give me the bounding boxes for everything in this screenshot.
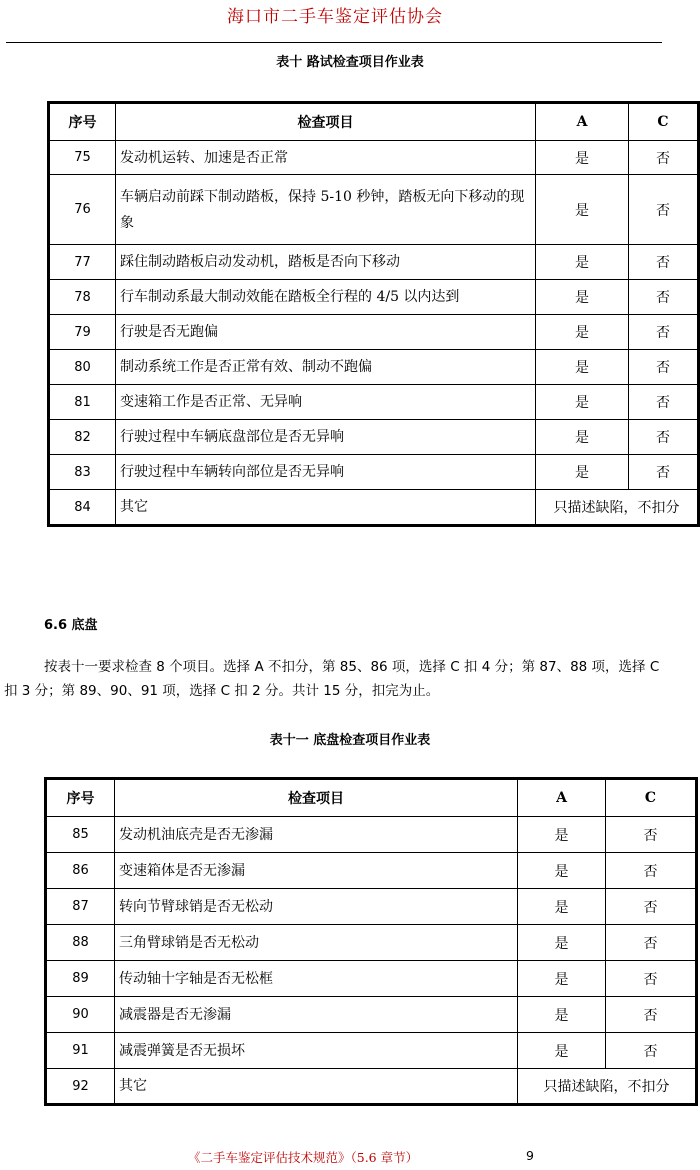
row-item: 变速箱体是否无渗漏 [115,853,518,889]
footer-doc-title: 《二手车鉴定评估技术规范》（5.6 章节） [188,1150,419,1165]
row-c: 否 [606,961,697,997]
row-no: 79 [49,315,116,350]
table-row [49,420,699,455]
row-a: 是 [536,315,629,350]
section-paragraph: 按表十一要求检查 8 个项目。选择 A 不扣分，第 85、86 项，选择 C 扣 4 分；第 87、88 项，选择 C 扣 3 分；第 89、90、91 项，选择 C 扣 2 分。共计 15 分，扣完为止。 [4,659,660,699]
row-a: 是 [518,961,606,997]
row-item: 变速箱工作是否正常、无异响 [116,385,536,420]
table-row [49,350,699,385]
table-row [49,175,699,245]
col-header-no: 序号 [46,779,115,817]
row-item: 行驶过程中车辆转向部位是否无异响 [116,455,536,490]
row-no: 82 [49,420,116,455]
row-c: 否 [629,420,699,455]
row-no: 90 [46,997,115,1033]
row-no: 91 [46,1033,115,1069]
row-a: 是 [536,420,629,455]
section-title: 6.6 底盘 [44,618,98,633]
row-no: 80 [49,350,116,385]
col-header-no: 序号 [49,103,116,141]
table11-caption: 表十一 底盘检查项目作业表 [269,733,431,748]
row-a: 是 [536,245,629,280]
row-no: 85 [46,817,115,853]
col-header-a: A [518,779,606,817]
table-row [46,1033,697,1069]
row-item: 行车制动系最大制动效能在踏板全行程的 4/5 以内达到 [116,280,536,315]
table-row [49,455,699,490]
row-c: 否 [606,925,697,961]
col-header-c: C [629,103,699,141]
header-divider [6,42,662,43]
row-item: 发动机油底壳是否无渗漏 [115,817,518,853]
row-c: 否 [606,997,697,1033]
row-item: 其它 [116,490,536,526]
row-item: 减震弹簧是否无损坏 [115,1033,518,1069]
row-c: 否 [606,853,697,889]
row-c: 否 [606,1033,697,1069]
row-c: 否 [629,385,699,420]
row-item: 行驶过程中车辆底盘部位是否无异响 [116,420,536,455]
row-a: 是 [536,350,629,385]
row-item: 三角臂球销是否无松动 [115,925,518,961]
row-item: 减震器是否无渗漏 [115,997,518,1033]
table-row [49,141,699,175]
row-no: 92 [46,1069,115,1105]
col-header-item: 检查项目 [116,103,536,141]
table10-caption: 表十 路试检查项目作业表 [276,55,424,70]
row-c: 否 [606,889,697,925]
row-a: 是 [536,385,629,420]
row-no: 81 [49,385,116,420]
table-row [49,315,699,350]
row-no: 75 [49,141,116,175]
row-a: 是 [536,175,629,245]
row-item: 车辆启动前踩下制动踏板，保持 5-10 秒钟，踏板无向下移动的现象 [116,175,536,245]
row-a: 是 [518,997,606,1033]
table-row [46,925,697,961]
row-item: 踩住制动踏板启动发动机，踏板是否向下移动 [116,245,536,280]
row-c: 否 [629,455,699,490]
table-row [46,997,697,1033]
row-a: 是 [536,280,629,315]
row-c: 否 [629,280,699,315]
road-test-table [47,101,700,527]
row-item: 行驶是否无跑偏 [116,315,536,350]
row-no: 76 [49,175,116,245]
page-number: 9 [526,1148,534,1163]
table-row-other [49,490,699,526]
table-row [49,385,699,420]
col-header-a: A [536,103,629,141]
row-no: 77 [49,245,116,280]
row-c: 否 [629,175,699,245]
row-no: 88 [46,925,115,961]
table-row [49,280,699,315]
row-no: 87 [46,889,115,925]
row-c: 否 [629,350,699,385]
row-a: 是 [518,925,606,961]
row-no: 84 [49,490,116,526]
col-header-item: 检查项目 [115,779,518,817]
table-row [46,853,697,889]
association-header: 海口市二手车鉴定评估协会 [227,7,443,27]
row-a: 是 [518,853,606,889]
table-header-row [49,103,699,141]
table-row-other [46,1069,697,1105]
row-no: 78 [49,280,116,315]
row-item: 制动系统工作是否正常有效、制动不跑偏 [116,350,536,385]
table-header-row [46,779,697,817]
row-note: 只描述缺陷，不扣分 [536,490,699,526]
row-no: 86 [46,853,115,889]
table-row [46,889,697,925]
row-item: 其它 [115,1069,518,1105]
chassis-table [44,777,698,1106]
row-a: 是 [518,889,606,925]
row-item: 转向节臂球销是否无松动 [115,889,518,925]
row-c: 否 [606,817,697,853]
row-note: 只描述缺陷，不扣分 [518,1069,697,1105]
row-no: 89 [46,961,115,997]
table-row [46,817,697,853]
row-c: 否 [629,315,699,350]
row-a: 是 [536,455,629,490]
col-header-c: C [606,779,697,817]
row-item: 发动机运转、加速是否正常 [116,141,536,175]
row-c: 否 [629,245,699,280]
row-c: 否 [629,141,699,175]
row-item: 传动轴十字轴是否无松框 [115,961,518,997]
row-a: 是 [518,817,606,853]
table-row [49,245,699,280]
row-a: 是 [536,141,629,175]
row-a: 是 [518,1033,606,1069]
table-row [46,961,697,997]
row-no: 83 [49,455,116,490]
